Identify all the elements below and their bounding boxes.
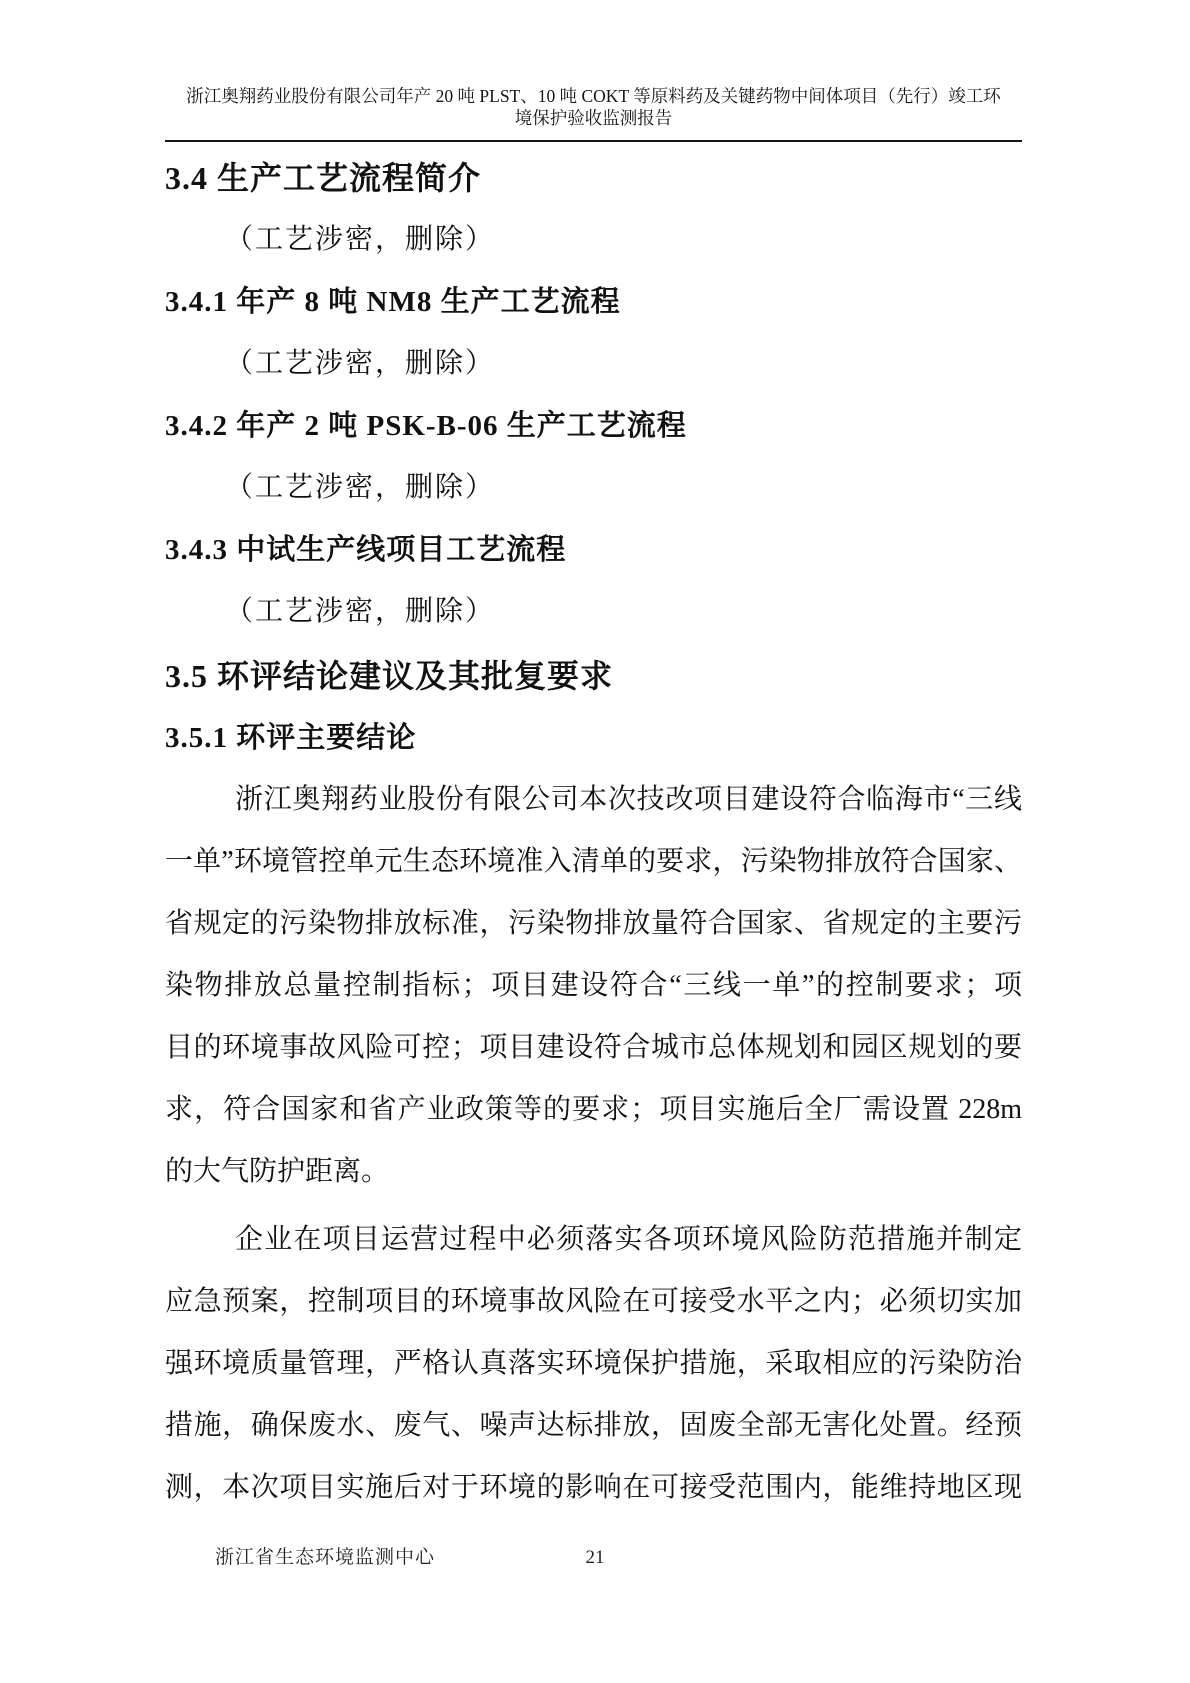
running-header-line1: 浙江奥翔药业股份有限公司年产 20 吨 PLST、10 吨 COKT 等原料药及关键药物中间体项目（先行）竣工环 — [186, 86, 1001, 106]
paragraph-1-line-1: 浙江奥翔药业股份有限公司本次技改项目建设符合临海市“三线 — [235, 784, 1022, 815]
paragraph-1-line-5: 目的环境事故风险可控；项目建设符合城市总体规划和园区规划的要 — [165, 1032, 1022, 1063]
document-body — [165, 147, 1022, 1519]
redaction-note-3-4-1: （工艺涉密，删除） — [225, 348, 496, 379]
section-heading-3-4-2: 3.4.2 年产 2 吨 PSK-B-06 生产工艺流程 — [165, 410, 687, 442]
redaction-note-3-4-2: （工艺涉密，删除） — [225, 472, 496, 503]
paragraph-1-line-2: 一单”环境管控单元生态环境准入清单的要求，污染物排放符合国家、 — [165, 846, 1022, 877]
paragraph-2-line-3: 强环境质量管理，严格认真落实环境保护措施，采取相应的污染防治 — [165, 1348, 1022, 1379]
footer-organization: 浙江省生态环境监测中心 — [215, 1547, 436, 1568]
section-heading-3-4-1: 3.4.1 年产 8 吨 NM8 生产工艺流程 — [165, 286, 621, 318]
header-divider-rule — [165, 140, 1022, 142]
paragraph-1-line-4: 染物排放总量控制指标；项目建设符合“三线一单”的控制要求；项 — [165, 970, 1022, 1001]
footer-page-number: 21 — [585, 1547, 605, 1568]
paragraph-2-line-5: 测，本次项目实施后对于环境的影响在可接受范围内，能维持地区现 — [165, 1472, 1022, 1503]
section-heading-3-4-3: 3.4.3 中试生产线项目工艺流程 — [165, 534, 567, 566]
section-heading-3-4: 3.4 生产工艺流程简介 — [165, 160, 482, 196]
redaction-note-3-4-3: （工艺涉密，删除） — [225, 596, 496, 627]
section-heading-3-5: 3.5 环评结论建议及其批复要求 — [165, 658, 614, 694]
page-footer — [0, 1546, 1190, 1570]
paragraph-2-line-1: 企业在项目运营过程中必须落实各项环境风险防范措施并制定 — [235, 1224, 1022, 1255]
running-header-line2: 境保护验收监测报告 — [514, 108, 673, 128]
paragraph-1-line-6: 求，符合国家和省产业政策等的要求；项目实施后全厂需设置 228m — [165, 1094, 1022, 1125]
redaction-note-3-4: （工艺涉密，删除） — [225, 224, 496, 255]
paragraph-1-line-3: 省规定的污染物排放标准，污染物排放量符合国家、省规定的主要污 — [165, 908, 1022, 939]
section-heading-3-5-1: 3.5.1 环评主要结论 — [165, 722, 417, 754]
running-header — [165, 0, 1022, 129]
paragraph-1-line-7: 的大气防护距离。 — [165, 1156, 390, 1187]
paragraph-2-line-2: 应急预案，控制项目的环境事故风险在可接受水平之内；必须切实加 — [165, 1286, 1022, 1317]
paragraph-2-line-4: 措施，确保废水、废气、噪声达标排放，固废全部无害化处置。经预 — [165, 1410, 1022, 1441]
